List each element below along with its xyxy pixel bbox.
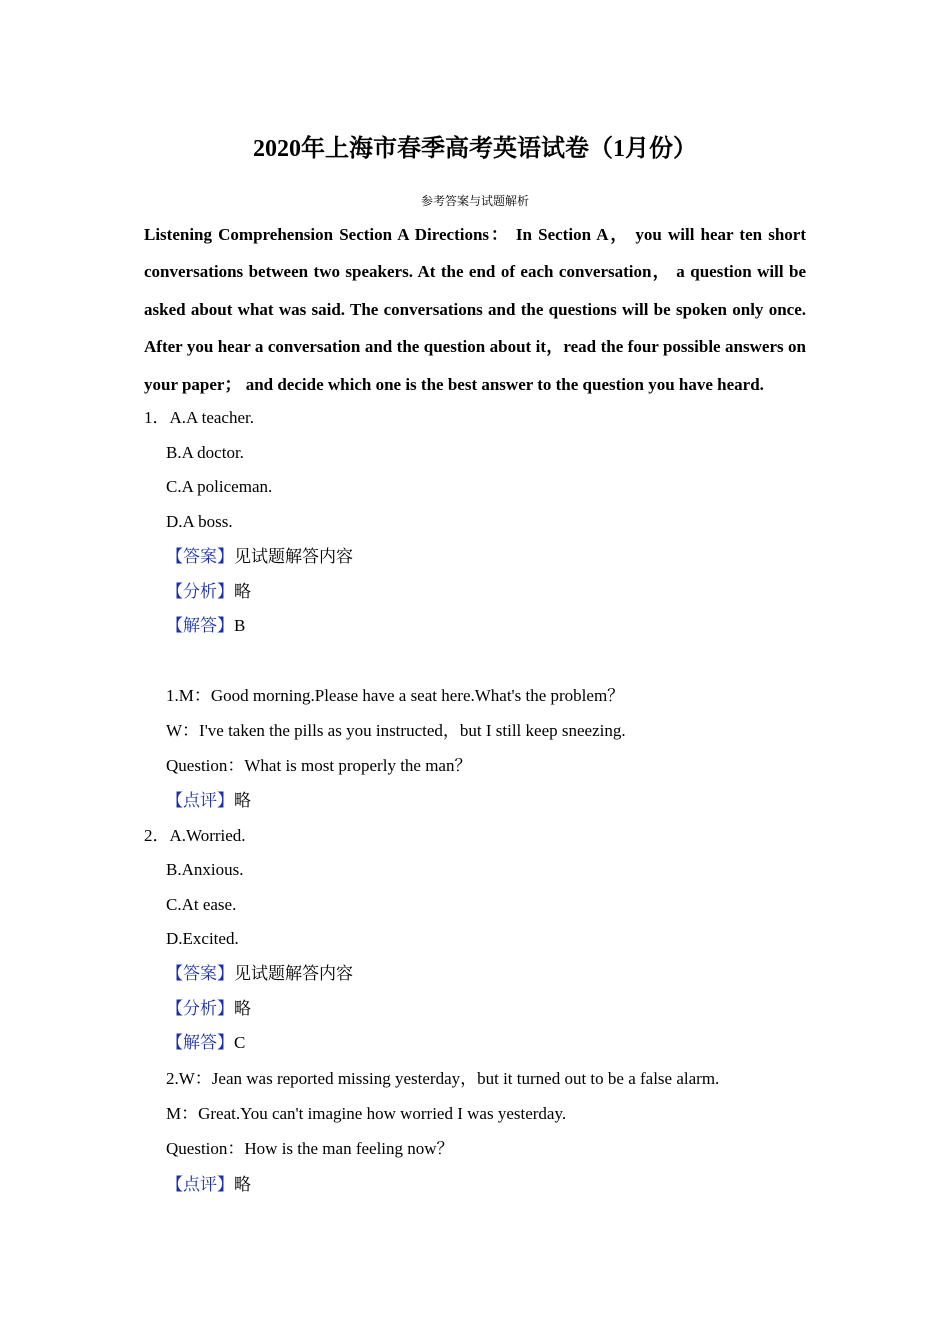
comment-line <box>166 1174 251 1196</box>
solution-tag: 【解答】 <box>166 616 234 635</box>
script-line-1: 1.M：Good morning.Please have a seat here.What's the problem？ <box>166 686 625 705</box>
directions-paragraph: Listening Comprehension Section A Directions： In Section A， you will hear ten short conversations between two speakers. At the end of each conversation， a question will be asked about what was said. The conversations and the questions will be spoken only once. After you hear a conversation and the question about it，read the four possible answers on your paper； and decide which one is the best answer to the question you have heard. <box>144 225 806 394</box>
script-line-2: M：Great.You can't imagine how worried I was yesterday. <box>166 1104 567 1123</box>
question-1-first-line <box>144 407 254 429</box>
analysis-text: 略 <box>234 582 251 601</box>
option-c: C.A policeman. <box>166 477 273 496</box>
analysis-text: 略 <box>234 999 251 1018</box>
analysis-line <box>166 998 251 1020</box>
page-title: 2020年上海市春季高考英语试卷（1月份） <box>253 136 697 162</box>
option-b: B.A doctor. <box>166 443 244 462</box>
page-subtitle: 参考答案与试题解析 <box>420 194 529 208</box>
option-b: B.Anxious. <box>166 860 244 879</box>
analysis-tag: 【分析】 <box>166 999 234 1018</box>
option-d: D.Excited. <box>166 929 239 948</box>
question-2-first-line <box>144 825 246 847</box>
script-question-line: Question：How is the man feeling now？ <box>166 1139 454 1158</box>
answer-text: 见试题解答内容 <box>234 964 353 983</box>
solution-tag: 【解答】 <box>166 1033 234 1052</box>
answer-line <box>166 546 353 568</box>
script-line-2: W：I've taken the pills as you instructed，but I still keep sneezing. <box>166 721 626 740</box>
option-a: A.Worried. <box>169 826 246 845</box>
answer-tag: 【答案】 <box>166 547 234 566</box>
analysis-line <box>166 581 251 603</box>
option-c: C.At ease. <box>166 895 237 914</box>
analysis-tag: 【分析】 <box>166 582 234 601</box>
solution-text: C <box>234 1033 246 1052</box>
answer-text: 见试题解答内容 <box>234 547 353 566</box>
answer-tag: 【答案】 <box>166 964 234 983</box>
solution-line <box>166 1032 245 1054</box>
option-a: A.A teacher. <box>169 408 254 427</box>
comment-text: 略 <box>234 1175 251 1194</box>
script-question-line: Question：What is most properly the man？ <box>166 756 472 775</box>
answer-line <box>166 963 353 985</box>
question-number: 1． <box>144 408 170 427</box>
script-line-1: 2.W：Jean was reported missing yesterday，but it turned out to be a false alarm. <box>166 1069 720 1088</box>
comment-tag: 【点评】 <box>166 791 234 810</box>
option-d: D.A boss. <box>166 512 233 531</box>
comment-text: 略 <box>234 791 251 810</box>
comment-tag: 【点评】 <box>166 1175 234 1194</box>
question-number: 2． <box>144 826 170 845</box>
solution-text: B <box>234 616 246 635</box>
comment-line <box>166 790 251 812</box>
solution-line <box>166 615 245 637</box>
